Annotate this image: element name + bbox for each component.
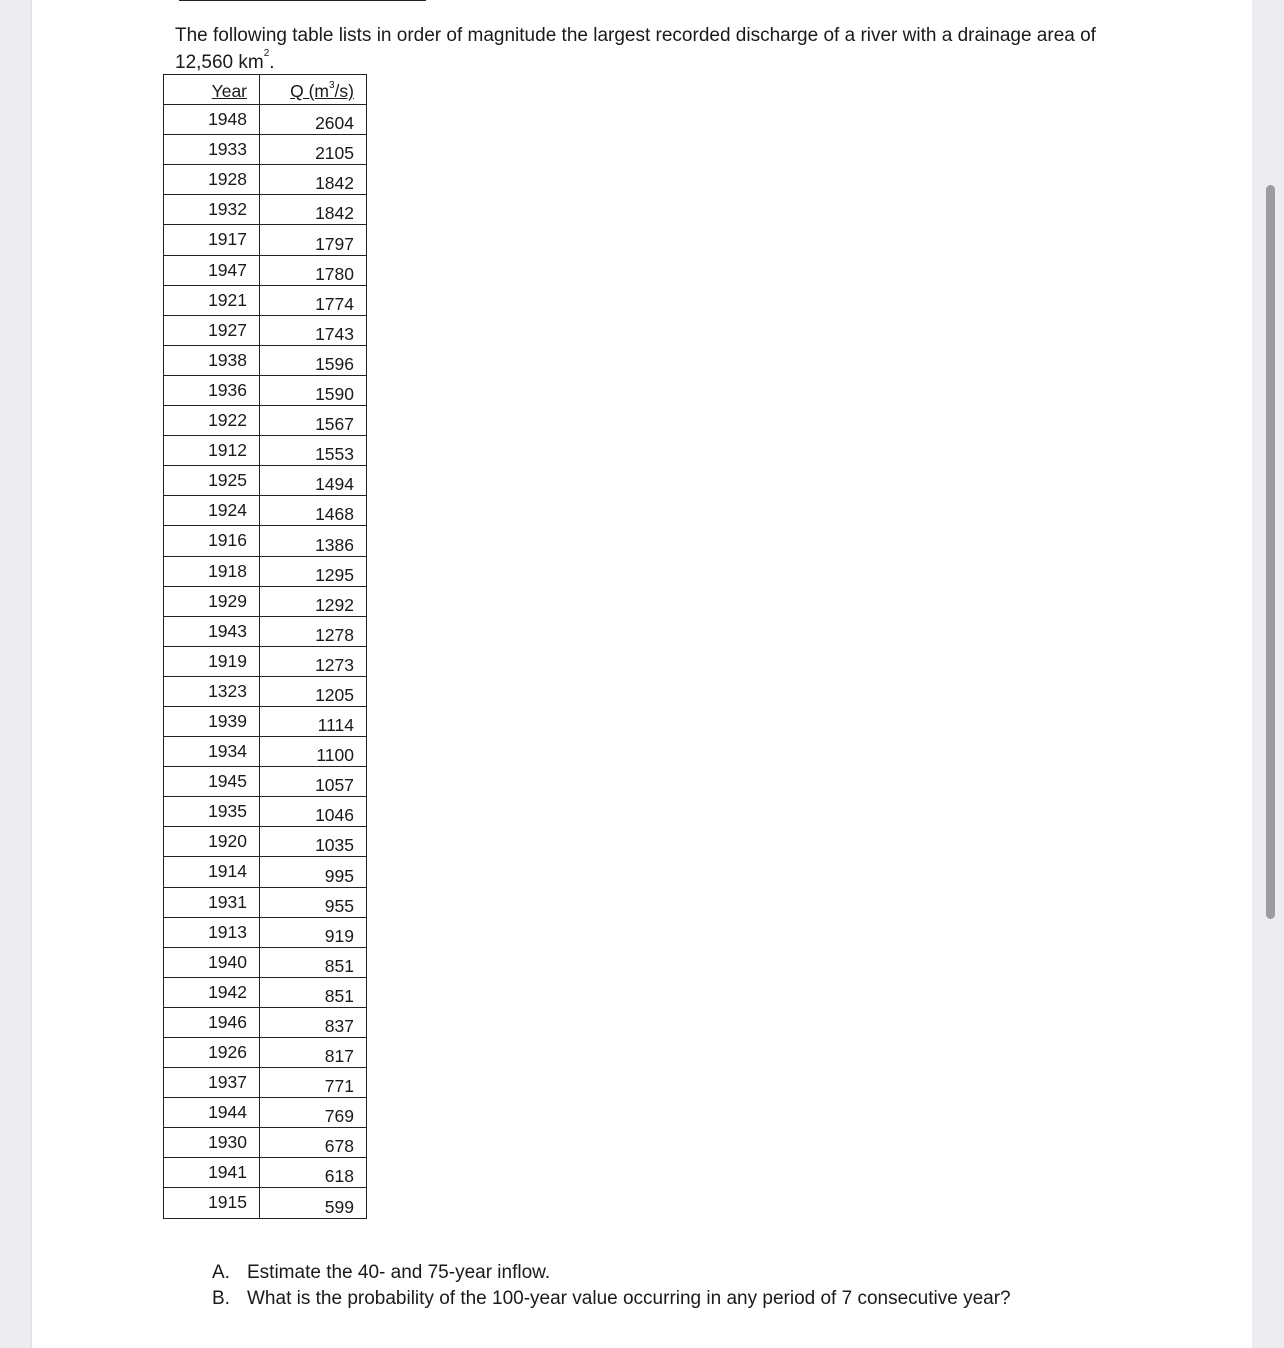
discharge-cell: 1278 [260, 616, 367, 646]
year-cell: 1323 [164, 676, 260, 706]
year-cell: 1947 [164, 255, 260, 285]
table-row [164, 977, 367, 1007]
table-row [164, 466, 367, 496]
discharge-cell: 1046 [260, 797, 367, 827]
discharge-cell: 995 [260, 857, 367, 887]
discharge-cell: 837 [260, 1007, 367, 1037]
year-cell: 1935 [164, 797, 260, 827]
table-row [164, 1188, 367, 1218]
year-cell: 1925 [164, 466, 260, 496]
year-cell: 1944 [164, 1098, 260, 1128]
table-row [164, 1158, 367, 1188]
table-row [164, 646, 367, 676]
year-cell: 1915 [164, 1188, 260, 1218]
discharge-cell: 1035 [260, 827, 367, 857]
table-row [164, 375, 367, 405]
question-b [212, 1286, 1011, 1312]
table-row [164, 947, 367, 977]
year-cell: 1928 [164, 165, 260, 195]
year-cell: 1912 [164, 436, 260, 466]
discharge-cell: 2604 [260, 105, 367, 135]
discharge-cell: 1553 [260, 436, 367, 466]
table-row [164, 827, 367, 857]
discharge-cell: 771 [260, 1068, 367, 1098]
discharge-cell: 618 [260, 1158, 367, 1188]
discharge-cell: 1494 [260, 466, 367, 496]
year-cell: 1941 [164, 1158, 260, 1188]
table-row [164, 526, 367, 556]
year-cell: 1939 [164, 706, 260, 736]
table-row [164, 857, 367, 887]
year-cell: 1913 [164, 917, 260, 947]
year-cell: 1914 [164, 857, 260, 887]
table-row [164, 406, 367, 436]
year-cell: 1917 [164, 225, 260, 255]
discharge-cell: 1774 [260, 285, 367, 315]
discharge-cell: 1743 [260, 315, 367, 345]
table-row [164, 737, 367, 767]
table-row [164, 887, 367, 917]
intro-end: . [269, 52, 275, 73]
discharge-cell: 2105 [260, 135, 367, 165]
discharge-cell: 1842 [260, 165, 367, 195]
question-text: Estimate the 40- and 75-year inflow. [247, 1262, 551, 1283]
discharge-cell: 1100 [260, 737, 367, 767]
question-a [212, 1260, 1011, 1286]
table-row [164, 195, 367, 225]
table-row [164, 225, 367, 255]
intro-paragraph [175, 22, 1135, 76]
table-row [164, 1068, 367, 1098]
year-cell: 1929 [164, 586, 260, 616]
discharge-cell: 851 [260, 947, 367, 977]
year-cell: 1930 [164, 1128, 260, 1158]
discharge-cell: 1292 [260, 586, 367, 616]
table-row [164, 1128, 367, 1158]
year-cell: 1932 [164, 195, 260, 225]
header-discharge [260, 75, 367, 105]
table-row [164, 586, 367, 616]
table-row [164, 285, 367, 315]
discharge-table [163, 74, 367, 1219]
table-row [164, 315, 367, 345]
header-year: Year [164, 75, 260, 105]
year-cell: 1916 [164, 526, 260, 556]
table-row [164, 1098, 367, 1128]
discharge-cell: 1273 [260, 646, 367, 676]
discharge-cell: 1295 [260, 556, 367, 586]
question-label: B. [212, 1288, 230, 1309]
year-cell: 1919 [164, 646, 260, 676]
year-cell: 1926 [164, 1038, 260, 1068]
table-row [164, 496, 367, 526]
scrollbar-thumb[interactable] [1266, 185, 1275, 919]
discharge-cell: 1057 [260, 767, 367, 797]
header-q-sup: 3 [328, 80, 335, 91]
table-row [164, 1007, 367, 1037]
intro-text: The following table lists in order of magnitude the largest recorded discharge of a river with a drainage area of 12,560 km [175, 25, 1096, 73]
year-cell: 1937 [164, 1068, 260, 1098]
year-cell: 1931 [164, 887, 260, 917]
table-row [164, 105, 367, 135]
table-row [164, 797, 367, 827]
year-cell: 1933 [164, 135, 260, 165]
table-row [164, 706, 367, 736]
table-row [164, 676, 367, 706]
discharge-cell: 1590 [260, 375, 367, 405]
discharge-cell: 1797 [260, 225, 367, 255]
discharge-cell: 1114 [260, 706, 367, 736]
table-row [164, 616, 367, 646]
header-q-prefix: Q (m [290, 81, 329, 101]
table-row [164, 556, 367, 586]
year-cell: 1942 [164, 977, 260, 1007]
year-cell: 1943 [164, 616, 260, 646]
discharge-cell: 769 [260, 1098, 367, 1128]
discharge-cell: 599 [260, 1188, 367, 1218]
discharge-cell: 1780 [260, 255, 367, 285]
year-cell: 1948 [164, 105, 260, 135]
table-row [164, 767, 367, 797]
divider-line [179, 0, 426, 1]
table-row [164, 1038, 367, 1068]
question-label: A. [212, 1262, 230, 1283]
table-row [164, 436, 367, 466]
discharge-cell: 1468 [260, 496, 367, 526]
year-cell: 1922 [164, 406, 260, 436]
table-row [164, 135, 367, 165]
year-cell: 1918 [164, 556, 260, 586]
table-row [164, 165, 367, 195]
discharge-cell: 1205 [260, 676, 367, 706]
questions-list [212, 1260, 1011, 1312]
discharge-cell: 1842 [260, 195, 367, 225]
discharge-cell: 851 [260, 977, 367, 1007]
header-q-suffix: /s) [334, 81, 354, 101]
year-cell: 1938 [164, 345, 260, 375]
discharge-cell: 955 [260, 887, 367, 917]
discharge-cell: 678 [260, 1128, 367, 1158]
table-header-row [164, 75, 367, 105]
year-cell: 1921 [164, 285, 260, 315]
year-cell: 1936 [164, 375, 260, 405]
table-row [164, 255, 367, 285]
year-cell: 1924 [164, 496, 260, 526]
discharge-cell: 817 [260, 1038, 367, 1068]
discharge-cell: 1596 [260, 345, 367, 375]
year-cell: 1946 [164, 1007, 260, 1037]
discharge-cell: 919 [260, 917, 367, 947]
year-cell: 1940 [164, 947, 260, 977]
year-cell: 1920 [164, 827, 260, 857]
question-text: What is the probability of the 100-year value occurring in any period of 7 consecutive year? [247, 1288, 1011, 1309]
intro-superscript: 2 [263, 48, 270, 59]
year-cell: 1927 [164, 315, 260, 345]
year-cell: 1934 [164, 737, 260, 767]
discharge-cell: 1567 [260, 406, 367, 436]
year-cell: 1945 [164, 767, 260, 797]
discharge-cell: 1386 [260, 526, 367, 556]
table-row [164, 345, 367, 375]
table-row [164, 917, 367, 947]
